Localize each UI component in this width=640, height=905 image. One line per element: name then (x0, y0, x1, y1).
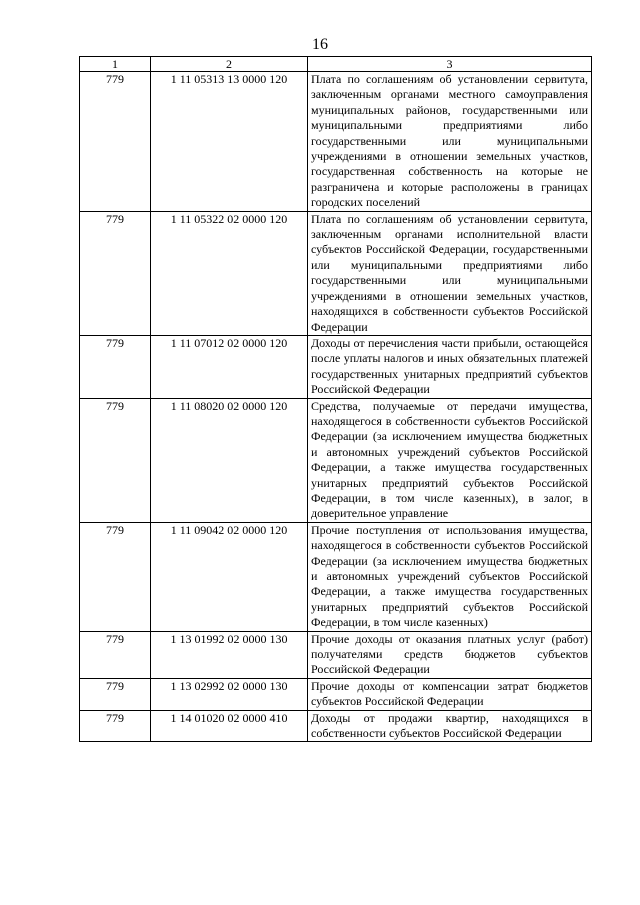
budget-code-cell: 1 13 01992 02 0000 130 (151, 631, 308, 678)
budget-code-cell: 1 11 05313 13 0000 120 (151, 72, 308, 212)
revenue-name-cell: Плата по соглашениям об установлении сервитута, заключенным органами местного самоуправления муниципальных районов, государственными или муниципальными предприятиями либо государственными или муниципальными учреждениями в отношении земельных участков, государственная собственность на которые не разграничена и которые расположены в границах городских поселений (308, 72, 592, 212)
budget-code-cell: 1 11 08020 02 0000 120 (151, 398, 308, 522)
budget-revenue-codes-table (79, 56, 592, 742)
revenue-name-cell: Плата по соглашениям об установлении сервитута, заключенным органами исполнительной власти субъектов Российской Федерации, государственными или муниципальными предприятиями либо государственными или муниципальными учреждениями в отношении земельных участков, находящихся в собственности субъектов Российской Федерации (308, 211, 592, 335)
revenue-name-cell: Средства, получаемые от передачи имущества, находящегося в собственности субъектов Российской Федерации (за исключением имущества бюджетных и автономных учреждений субъектов Российской Федерации, а также имущества государственных унитарных предприятий субъектов Российской Федерации, в том числе казенных), в залог, в доверительное управление (308, 398, 592, 522)
revenue-name-cell: Доходы от перечисления части прибыли, остающейся после уплаты налогов и иных обязательных платежей государственных унитарных предприятий субъектов Российской Федерации (308, 335, 592, 398)
budget-code-cell: 1 11 05322 02 0000 120 (151, 211, 308, 335)
table-row (80, 522, 592, 631)
table-row (80, 631, 592, 678)
admin-code-cell: 779 (80, 72, 151, 212)
revenue-name-cell: Прочие доходы от оказания платных услуг (работ) получателями средств бюджетов субъектов Российской Федерации (308, 631, 592, 678)
admin-code-cell: 779 (80, 631, 151, 678)
table-row (80, 710, 592, 742)
budget-code-cell: 1 14 01020 02 0000 410 (151, 710, 308, 742)
admin-code-cell: 779 (80, 710, 151, 742)
admin-code-cell: 779 (80, 678, 151, 710)
budget-code-cell: 1 13 02992 02 0000 130 (151, 678, 308, 710)
table-row (80, 398, 592, 522)
revenue-name-cell: Прочие доходы от компенсации затрат бюджетов субъектов Российской Федерации (308, 678, 592, 710)
column-header-1: 1 (80, 57, 151, 72)
budget-code-cell: 1 11 07012 02 0000 120 (151, 335, 308, 398)
revenue-name-cell: Доходы от продажи квартир, находящихся в собственности субъектов Российской Федерации (308, 710, 592, 742)
column-header-2: 2 (151, 57, 308, 72)
admin-code-cell: 779 (80, 522, 151, 631)
table-row (80, 72, 592, 212)
table-row (80, 335, 592, 398)
admin-code-cell: 779 (80, 211, 151, 335)
admin-code-cell: 779 (80, 335, 151, 398)
page-number: 16 (312, 36, 328, 53)
budget-code-cell: 1 11 09042 02 0000 120 (151, 522, 308, 631)
table-row (80, 211, 592, 335)
table-row (80, 678, 592, 710)
column-header-3: 3 (308, 57, 592, 72)
admin-code-cell: 779 (80, 398, 151, 522)
table-header-row (80, 57, 592, 72)
revenue-name-cell: Прочие поступления от использования имущества, находящегося в собственности субъектов Российской Федерации (за исключением имущества бюджетных и автономных учреждений субъектов Российской Федерации, а также имущества государственных унитарных предприятий субъектов Российской Федерации, в том числе казенных) (308, 522, 592, 631)
